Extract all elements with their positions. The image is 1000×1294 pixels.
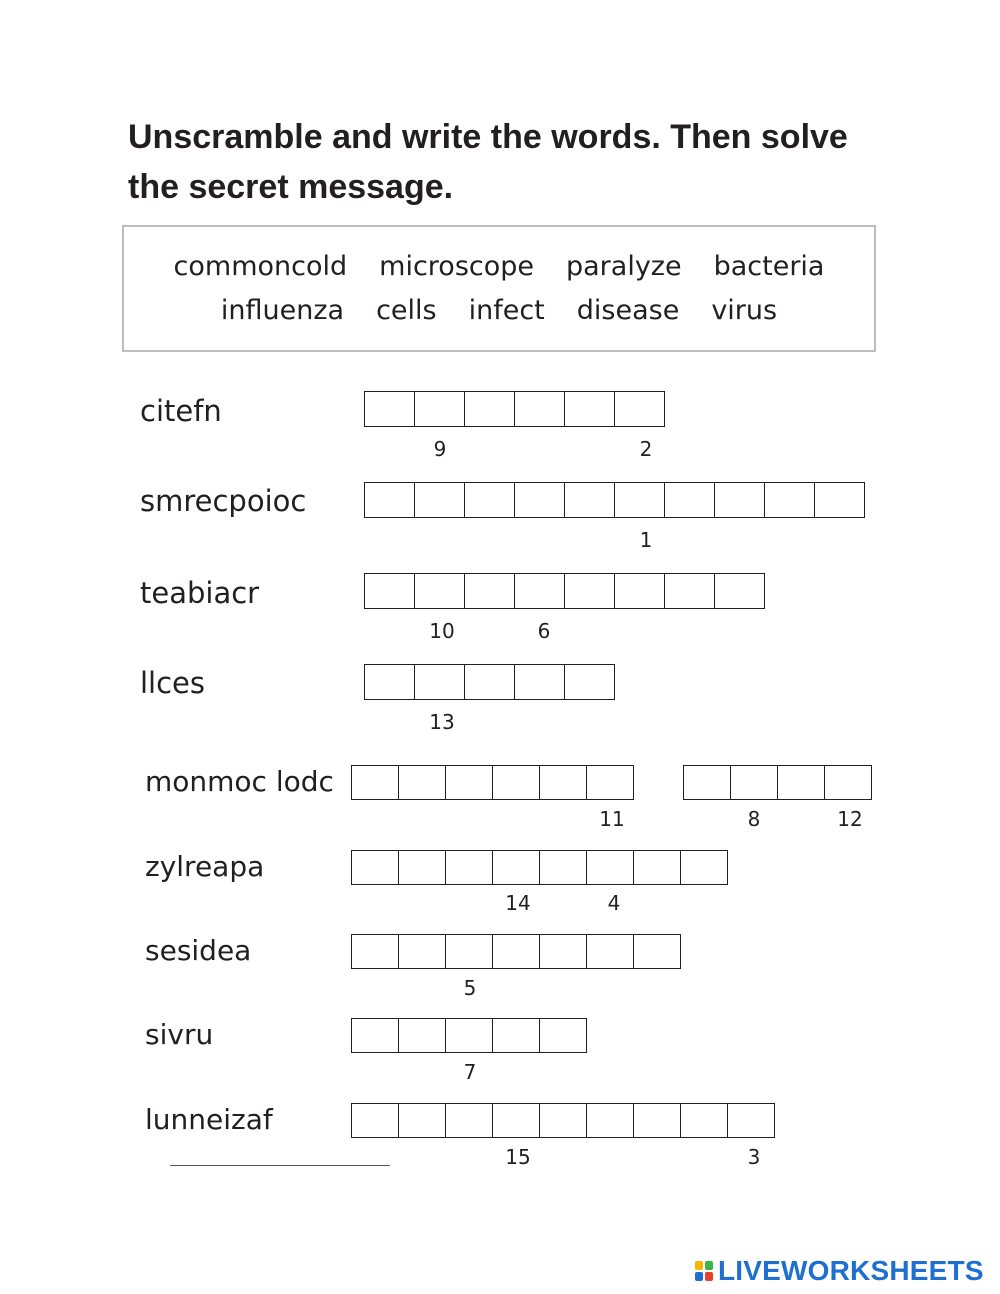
letter-box[interactable] (414, 482, 465, 518)
clue-number: 12 (837, 807, 863, 831)
letter-box[interactable] (614, 482, 665, 518)
letter-box[interactable] (777, 765, 825, 800)
letter-box[interactable] (564, 391, 615, 427)
clue-number: 6 (537, 619, 551, 643)
letter-box[interactable] (364, 482, 415, 518)
answer-boxes[interactable] (365, 482, 865, 518)
letter-box[interactable] (814, 482, 865, 518)
instructions-line-2: the secret message. (128, 168, 454, 206)
letter-box[interactable] (414, 664, 465, 700)
scrambled-word: monmoc lodc (145, 765, 334, 798)
word-bank (122, 225, 876, 352)
letter-box[interactable] (714, 573, 765, 609)
letter-box[interactable] (351, 1103, 399, 1138)
instructions-line-1: Unscramble and write the words. Then solve (128, 118, 848, 156)
logo-text: LIVEWORKSHEETS (718, 1255, 984, 1286)
word-bank-word: paralyze (566, 251, 682, 282)
clue-number: 10 (429, 619, 455, 643)
letter-box[interactable] (514, 664, 565, 700)
letter-box[interactable] (633, 850, 681, 885)
letter-box[interactable] (492, 850, 540, 885)
letter-box[interactable] (664, 482, 715, 518)
logo-square (695, 1272, 703, 1281)
letter-box[interactable] (492, 1018, 540, 1053)
clue-number: 11 (599, 807, 625, 831)
letter-box[interactable] (586, 934, 634, 969)
letter-box[interactable] (398, 934, 446, 969)
clue-number: 13 (429, 710, 455, 734)
letter-box[interactable] (539, 934, 587, 969)
letter-box[interactable] (492, 1103, 540, 1138)
letter-box[interactable] (364, 573, 415, 609)
clue-number: 8 (747, 807, 761, 831)
letter-box[interactable] (586, 850, 634, 885)
answer-boxes-first-word[interactable] (352, 765, 634, 800)
answer-boxes[interactable] (352, 1103, 775, 1138)
word-bank-word: influenza (220, 295, 345, 326)
letter-box[interactable] (614, 391, 665, 427)
clue-number: 15 (505, 1145, 531, 1169)
letter-box[interactable] (714, 482, 765, 518)
letter-box[interactable] (633, 1103, 681, 1138)
letter-box[interactable] (351, 934, 399, 969)
logo-square (695, 1261, 703, 1270)
letter-box[interactable] (539, 1018, 587, 1053)
answer-boxes[interactable] (352, 850, 728, 885)
scrambled-word: citefn (140, 394, 222, 428)
letter-box[interactable] (730, 765, 778, 800)
letter-box[interactable] (351, 850, 399, 885)
answer-boxes[interactable] (352, 1018, 587, 1053)
letter-box[interactable] (514, 573, 565, 609)
letter-box[interactable] (398, 850, 446, 885)
answer-line[interactable] (170, 1165, 390, 1166)
letter-box[interactable] (445, 934, 493, 969)
letter-box[interactable] (398, 1018, 446, 1053)
letter-box[interactable] (351, 765, 399, 800)
answer-boxes-second-word[interactable] (684, 765, 872, 800)
letter-box[interactable] (539, 850, 587, 885)
scrambled-word: sesidea (145, 934, 252, 967)
clue-number: 14 (505, 891, 531, 915)
scrambled-word: teabiacr (140, 576, 260, 610)
letter-box[interactable] (492, 934, 540, 969)
letter-box[interactable] (680, 850, 728, 885)
clue-number: 4 (607, 891, 621, 915)
word-bank-word: bacteria (713, 251, 825, 282)
letter-box[interactable] (445, 765, 493, 800)
letter-box[interactable] (539, 1103, 587, 1138)
letter-box[interactable] (445, 1103, 493, 1138)
word-bank-word: microscope (379, 251, 534, 282)
clue-number: 7 (463, 1060, 477, 1084)
letter-box[interactable] (586, 765, 634, 800)
letter-box[interactable] (351, 1018, 399, 1053)
letter-box[interactable] (683, 765, 731, 800)
letter-box[interactable] (564, 482, 615, 518)
logo-square (705, 1272, 713, 1281)
letter-box[interactable] (564, 664, 615, 700)
letter-box[interactable] (464, 482, 515, 518)
letter-box[interactable] (398, 765, 446, 800)
letter-box[interactable] (514, 391, 565, 427)
instructions-title (128, 112, 908, 212)
logo-icon (694, 1260, 714, 1282)
letter-box[interactable] (364, 391, 415, 427)
letter-box[interactable] (664, 573, 715, 609)
answer-boxes[interactable] (365, 573, 765, 609)
letter-box[interactable] (492, 765, 540, 800)
scrambled-word: sivru (145, 1018, 214, 1051)
letter-box[interactable] (727, 1103, 775, 1138)
letter-box[interactable] (414, 391, 465, 427)
clue-number: 3 (747, 1145, 761, 1169)
letter-box[interactable] (633, 934, 681, 969)
word-bank-word: virus (711, 295, 778, 326)
letter-box[interactable] (514, 482, 565, 518)
letter-box[interactable] (614, 573, 665, 609)
letter-box[interactable] (464, 664, 515, 700)
letter-box[interactable] (414, 573, 465, 609)
scrambled-word: smrecpoioc (140, 484, 307, 518)
clue-number: 1 (639, 528, 653, 552)
scrambled-word: zylreapa (145, 850, 265, 883)
letter-box[interactable] (564, 573, 615, 609)
letter-box[interactable] (464, 391, 515, 427)
liveworksheets-logo (694, 1255, 984, 1287)
letter-box[interactable] (464, 573, 515, 609)
letter-box[interactable] (539, 765, 587, 800)
answer-boxes[interactable] (365, 664, 615, 700)
word-bank-word: disease (576, 295, 680, 326)
letter-box[interactable] (764, 482, 815, 518)
letter-box[interactable] (586, 1103, 634, 1138)
answer-boxes[interactable] (352, 934, 681, 969)
scrambled-word: lunneizaf (145, 1103, 273, 1136)
word-bank-row-1 (124, 251, 874, 282)
scrambled-word: llces (140, 666, 206, 700)
letter-box[interactable] (398, 1103, 446, 1138)
clue-number: 2 (639, 437, 653, 461)
letter-box[interactable] (680, 1103, 728, 1138)
answer-boxes[interactable] (365, 391, 665, 427)
letter-box[interactable] (364, 664, 415, 700)
word-bank-word: cells (376, 295, 437, 326)
clue-number: 9 (433, 437, 447, 461)
letter-box[interactable] (824, 765, 872, 800)
logo-square (705, 1261, 713, 1270)
word-bank-word: infect (468, 295, 545, 326)
word-bank-word: commoncold (173, 251, 348, 282)
clue-number: 5 (463, 976, 477, 1000)
letter-box[interactable] (445, 850, 493, 885)
letter-box[interactable] (445, 1018, 493, 1053)
word-bank-row-2 (124, 295, 874, 326)
